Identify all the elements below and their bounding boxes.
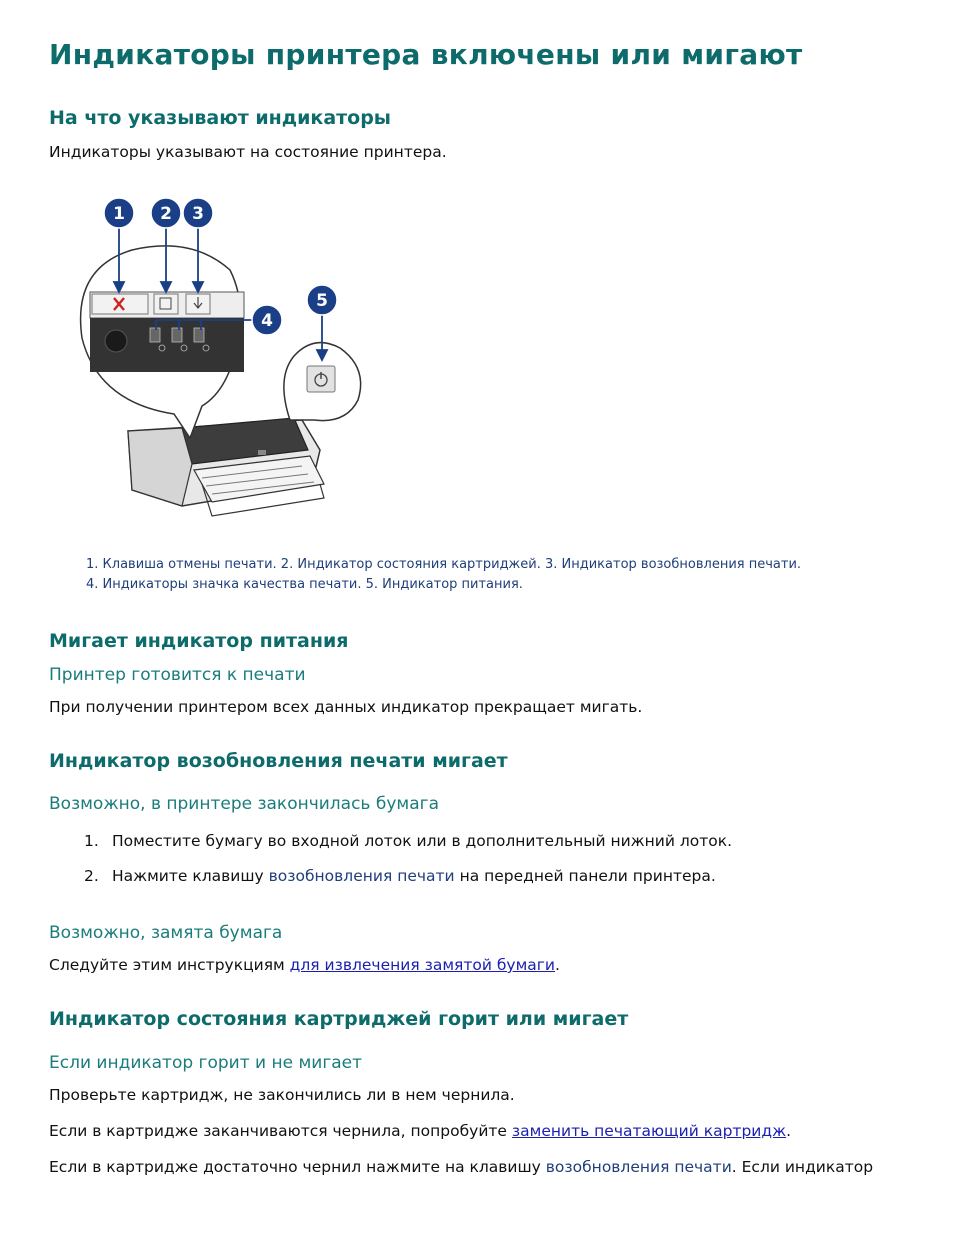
- step-2-number: 2.: [84, 867, 99, 885]
- marker-1: [104, 198, 134, 228]
- cartridge-text-3-after: . Если индикатор: [731, 1158, 874, 1176]
- power-text: При получении принтером всех данных индикатор прекращает мигать.: [49, 698, 643, 716]
- marker-5: [307, 285, 337, 315]
- cartridge-text-3-before: Если в картридже достаточно чернил нажмите на клавишу: [49, 1158, 546, 1176]
- subheading-power: Принтер готовится к печати: [49, 665, 306, 685]
- control-panel-callout: [81, 246, 244, 438]
- section-heading-cartridge: Индикатор состояния картриджей горит или мигает: [49, 1008, 629, 1030]
- cartridge-text-3: [49, 1158, 873, 1176]
- cartridge-text-1: Проверьте картридж, не закончились ли в нем чернила.: [49, 1086, 515, 1104]
- diagram-caption-line-2: 4. Индикаторы значка качества печати. 5. Индикатор питания.: [86, 577, 523, 592]
- subheading-no-paper: Возможно, в принтере закончилась бумага: [49, 794, 439, 814]
- marker-3: [183, 198, 213, 228]
- marker-4: [252, 305, 282, 335]
- resume-key-term-2: возобновления печати: [545, 1158, 732, 1176]
- section-heading-resume: Индикатор возобновления печати мигает: [49, 750, 508, 772]
- cartridge-text-2-after: .: [786, 1122, 791, 1140]
- intro-text: Индикаторы указывают на состояние принтера.: [49, 143, 447, 161]
- step-2-text-after: на передней панели принтера.: [454, 867, 716, 885]
- subheading-paper-jam: Возможно, замята бумага: [49, 923, 283, 943]
- paper-jam-text-before: Следуйте этим инструкциям: [49, 956, 290, 974]
- paper-jam-link[interactable]: для извлечения замятой бумаги: [289, 956, 555, 974]
- svg-text:1: 1: [113, 204, 125, 224]
- step-1-text: Поместите бумагу во входной лоток или в дополнительный нижний лоток.: [112, 832, 733, 850]
- section-heading-indicators: На что указывают индикаторы: [49, 107, 391, 129]
- section-heading-power: Мигает индикатор питания: [49, 630, 349, 652]
- paper-jam-text: [49, 956, 560, 974]
- step-2-text-before: Нажмите клавишу: [112, 867, 269, 885]
- cartridge-text-2-before: Если в картридже заканчиваются чернила, попробуйте: [49, 1122, 512, 1140]
- printer-illustration: [128, 418, 324, 516]
- svg-text:3: 3: [192, 204, 204, 224]
- diagram-caption-line-1: 1. Клавиша отмены печати. 2. Индикатор состояния картриджей. 3. Индикатор возобновления печати.: [86, 557, 802, 572]
- svg-text:4: 4: [261, 311, 273, 331]
- printer-indicator-diagram: [62, 188, 377, 523]
- replace-cartridge-link[interactable]: заменить печатающий картридж: [511, 1122, 787, 1140]
- cartridge-text-2: [49, 1122, 791, 1140]
- step-2-text: [112, 867, 716, 885]
- svg-text:5: 5: [316, 291, 328, 311]
- svg-text:2: 2: [160, 204, 172, 224]
- paper-jam-text-after: .: [555, 956, 560, 974]
- marker-2: [151, 198, 181, 228]
- subheading-cartridge-lit: Если индикатор горит и не мигает: [49, 1053, 363, 1073]
- resume-key-term: возобновления печати: [268, 867, 455, 885]
- page-title: Индикаторы принтера включены или мигают: [49, 38, 803, 71]
- step-1-number: 1.: [84, 832, 99, 850]
